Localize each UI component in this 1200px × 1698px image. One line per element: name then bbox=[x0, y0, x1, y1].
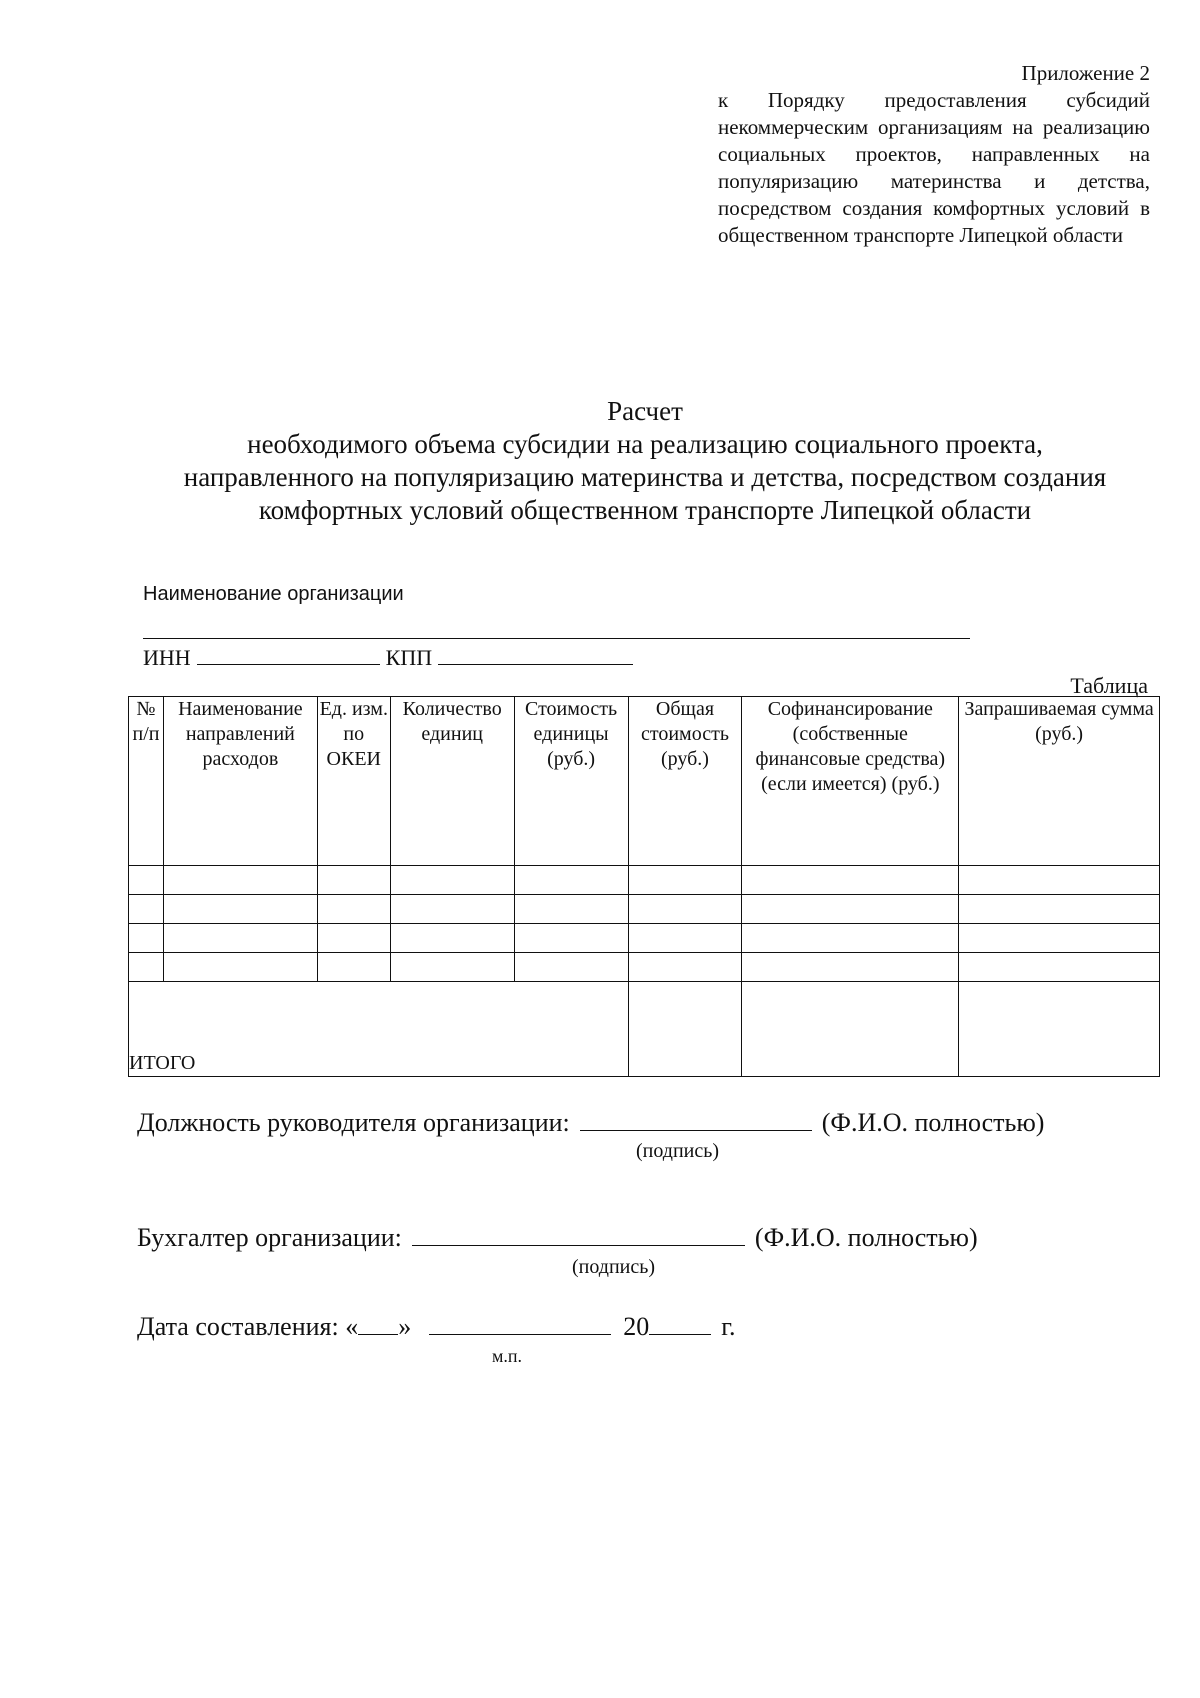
head-signature-field[interactable] bbox=[580, 1106, 812, 1131]
year-suffix: г. bbox=[721, 1312, 736, 1341]
table-cell[interactable] bbox=[742, 866, 959, 895]
table-cell[interactable] bbox=[129, 924, 164, 953]
kpp-field[interactable] bbox=[438, 642, 633, 665]
table-row bbox=[129, 866, 1160, 895]
year-prefix: 20 bbox=[623, 1312, 650, 1341]
date-day-field[interactable] bbox=[358, 1310, 398, 1335]
date-month-field[interactable] bbox=[429, 1310, 611, 1335]
date-close-quote: » bbox=[398, 1312, 412, 1341]
total-cell[interactable] bbox=[959, 982, 1160, 1077]
stamp-placeholder: м.п. bbox=[492, 1346, 523, 1366]
table-cell[interactable] bbox=[317, 924, 390, 953]
appendix-block bbox=[718, 60, 1150, 249]
table-cell[interactable] bbox=[163, 866, 317, 895]
table-cell[interactable] bbox=[317, 895, 390, 924]
header-cell: Запрашиваемая сумма (руб.) bbox=[959, 697, 1160, 866]
table-cell[interactable] bbox=[514, 866, 628, 895]
table-cell[interactable] bbox=[317, 866, 390, 895]
title-line-4: комфортных условий общественном транспорте Липецкой области bbox=[258, 495, 1032, 525]
org-name-label: Наименование организации bbox=[143, 583, 404, 605]
head-fio-label: (Ф.И.О. полностью) bbox=[821, 1108, 1045, 1137]
table-cell[interactable] bbox=[317, 953, 390, 982]
table-header-row bbox=[129, 697, 1160, 866]
table-cell[interactable] bbox=[390, 924, 514, 953]
header-cell: Ед. изм. по ОКЕИ bbox=[317, 697, 390, 866]
inn-kpp-row bbox=[143, 642, 633, 671]
table-cell[interactable] bbox=[390, 953, 514, 982]
table-cell[interactable] bbox=[514, 895, 628, 924]
table-caption: Таблица bbox=[1070, 673, 1148, 698]
accountant-signature-row bbox=[137, 1221, 978, 1253]
appendix-number: Приложение 2 bbox=[1021, 61, 1150, 85]
kpp-label: КПП bbox=[385, 645, 433, 670]
title-line-2: необходимого объема субсидии на реализацию социального проекта, bbox=[247, 429, 1043, 459]
accountant-label: Бухгалтер организации: bbox=[137, 1223, 402, 1252]
accountant-signature-caption: (подпись) bbox=[572, 1256, 656, 1278]
total-cell[interactable] bbox=[742, 982, 959, 1077]
total-row bbox=[129, 982, 1160, 1077]
table-cell[interactable] bbox=[514, 953, 628, 982]
table-cell[interactable] bbox=[742, 953, 959, 982]
document-title bbox=[80, 395, 1200, 527]
date-row bbox=[137, 1310, 735, 1342]
table-cell[interactable] bbox=[742, 924, 959, 953]
table-cell[interactable] bbox=[628, 924, 742, 953]
header-cell: Софинансирование (собственные финансовые средства) (если имеется) (руб.) bbox=[742, 697, 959, 866]
total-label: ИТОГО bbox=[129, 982, 629, 1077]
table-row bbox=[129, 924, 1160, 953]
inn-field[interactable] bbox=[197, 642, 380, 665]
table-cell[interactable] bbox=[163, 953, 317, 982]
head-signature-row bbox=[137, 1106, 1044, 1138]
header-cell: Общая стоимость (руб.) bbox=[628, 697, 742, 866]
header-cell: Стоимость единицы (руб.) bbox=[514, 697, 628, 866]
table-cell[interactable] bbox=[959, 924, 1160, 953]
table-cell[interactable] bbox=[959, 953, 1160, 982]
accountant-fio-label: (Ф.И.О. полностью) bbox=[754, 1223, 978, 1252]
table-cell[interactable] bbox=[959, 866, 1160, 895]
head-signature-caption: (подпись) bbox=[636, 1140, 720, 1162]
date-year-field[interactable] bbox=[649, 1310, 711, 1335]
appendix-text: к Порядку предоставления субсидий некоммерческим организациям на реализацию социальных проектов, направленных на популяризацию материнства и детства, посредством создания комфортных условий в общественном транспорте Липецкой области bbox=[718, 88, 1150, 247]
org-name-field[interactable] bbox=[143, 638, 970, 639]
inn-label: ИНН bbox=[143, 645, 191, 670]
date-label: Дата составления: « bbox=[137, 1312, 359, 1341]
table-cell[interactable] bbox=[129, 895, 164, 924]
title-line-1: Расчет bbox=[607, 396, 683, 426]
table-cell[interactable] bbox=[129, 866, 164, 895]
table-row bbox=[129, 953, 1160, 982]
table-cell[interactable] bbox=[514, 924, 628, 953]
table-cell[interactable] bbox=[628, 953, 742, 982]
total-cell[interactable] bbox=[628, 982, 742, 1077]
header-cell: Наименование направлений расходов bbox=[163, 697, 317, 866]
header-cell: № п/п bbox=[129, 697, 164, 866]
subsidy-calculation-table bbox=[128, 696, 1160, 1077]
accountant-signature-field[interactable] bbox=[412, 1221, 745, 1246]
table-cell[interactable] bbox=[129, 953, 164, 982]
table-cell[interactable] bbox=[959, 895, 1160, 924]
table-row bbox=[129, 895, 1160, 924]
table-cell[interactable] bbox=[163, 924, 317, 953]
head-position-label: Должность руководителя организации: bbox=[137, 1108, 570, 1137]
table-cell[interactable] bbox=[390, 895, 514, 924]
table-cell[interactable] bbox=[163, 895, 317, 924]
table-cell[interactable] bbox=[390, 866, 514, 895]
table-cell[interactable] bbox=[742, 895, 959, 924]
table-cell[interactable] bbox=[628, 895, 742, 924]
table-cell[interactable] bbox=[628, 866, 742, 895]
header-cell: Количество единиц bbox=[390, 697, 514, 866]
title-line-3: направленного на популяризацию материнства и детства, посредством создания bbox=[183, 462, 1107, 492]
